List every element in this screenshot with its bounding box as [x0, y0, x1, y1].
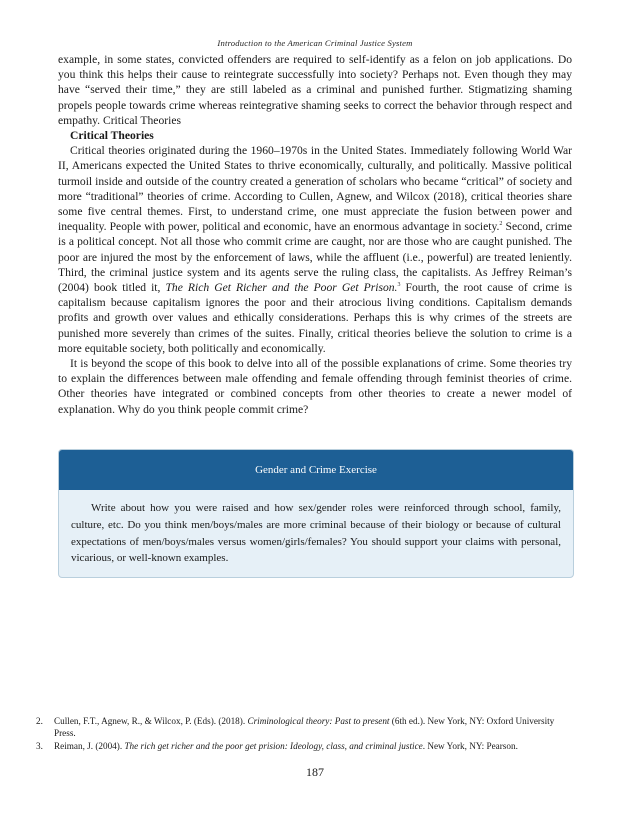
paragraph-critical-theories [58, 143, 572, 356]
exercise-body: Write about how you were raised and how sex/gender roles were reinforced through school, family, culture, etc. Do you think men/boys/males are more criminal because of their biology or because of cultural expectations of men/boys/males versus women/girls/females? You should support your claims with personal, vicarious, or well-known examples. [71, 502, 561, 565]
footnote-citation: Cullen, F.T., Agnew, R., & Wilcox, P. (Eds). (2018). [54, 716, 248, 726]
paragraph-scope: It is beyond the scope of this book to delve into all of the possible explanations of crime. Some theories try to explain the differences between male offending and female offending through feminist theories of crime. Other theories have integrated or combined concepts from other theories to create a newer model of explanation. Why do you think people commit crime? [58, 357, 572, 416]
footnote-text [54, 716, 576, 739]
footnote-ref-3[interactable]: 3 [397, 282, 401, 289]
footnote-number: 3. [36, 741, 43, 752]
footnote-citation: (6th ed.). New York, NY: Oxford University Press. [54, 716, 555, 738]
footnote-title: Criminological theory: Past to present [247, 716, 390, 726]
footnote-citation: Reiman, J. (2004). [54, 741, 125, 752]
running-header: Introduction to the American Criminal Justice System [217, 38, 413, 48]
paragraph-text: Fourth, the root cause of crime is capitalism because capitalism ignores the poor and their atrocious living conditions. Capitalism demands profits and growth over values and ethically considerations. Perhaps this is why crimes of the streets are punished more severely than crimes of the suites. Finally, critical theories believe the solution to crime is a more equitable society, both politically and economically. [58, 281, 572, 355]
footnote-text [54, 741, 576, 753]
page-number: 187 [306, 765, 324, 779]
footnote-ref-2[interactable]: 2 [499, 221, 503, 228]
footnote-2 [36, 716, 576, 739]
exercise-title: Gender and Crime Exercise [59, 450, 573, 490]
footnote-number: 2. [36, 716, 43, 726]
footnote-citation: . New York, NY: Pearson. [422, 741, 518, 752]
exercise-box [58, 449, 574, 578]
footnotes [36, 716, 576, 755]
paragraph-text: Critical theories originated during the 1960–1970s in the United States. Immediately following World War II, Americans expected the United States to thrive economically, culturally, and politically. Massive political turmoil inside and outside of the country created a generation of scholars who became “critical” of society and more “traditional” theories of crime. According to Cullen, Agnew, and Wilcox (2018), critical theories share some five central themes. First, to understand crime, one must appreciate the fusion between power and inequality. People with power, political and economic, have an enormous advantage in society. [58, 144, 572, 234]
book-title: The Rich Get Richer and the Poor Get Prison. [165, 281, 398, 295]
footnote-3 [36, 741, 576, 753]
paragraph-continued: example, in some states, convicted offenders are required to self-identify as a felon on job applications. Do you think this helps their cause to reintegrate successfully into society? Perhaps not. Even though they may have “served their time,” they are still labeled as a criminal and punished further. Stigmatizing shaming propels people towards crime whereas reintegrative shaming seeks to correct the behavior through respect and empathy. Critical Theories [58, 53, 572, 127]
paragraph-text: Second, crime is a political concept. Not all those who commit crime are caught, nor are those who are caught punished. The poor are injured the most by the enforcement of laws, while the affluent (i.e., powerful) are treated leniently. Third, the criminal justice system and its agents serve the ruling class, the capitalists. As Jeffrey Reiman’s (2004) book titled it, [58, 220, 573, 295]
section-heading-critical-theories: Critical Theories [70, 129, 154, 143]
footnote-title: The rich get richer and the poor get prision: Ideology, class, and criminal justice [124, 741, 423, 752]
main-text [58, 52, 572, 417]
